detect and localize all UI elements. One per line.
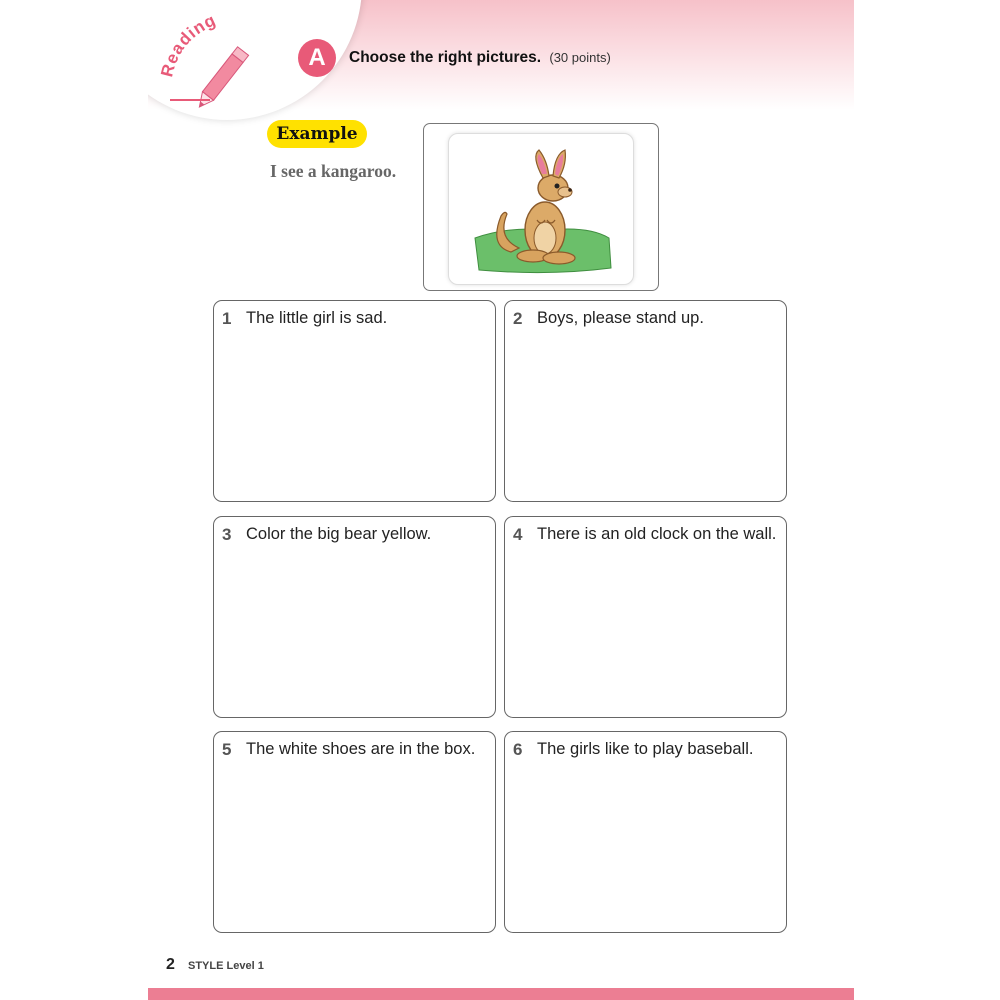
section-letter-badge: A bbox=[298, 39, 336, 77]
answer-box-4[interactable] bbox=[504, 516, 787, 718]
answer-box-2[interactable] bbox=[504, 300, 787, 502]
section-instruction bbox=[349, 49, 611, 67]
example-picture-card bbox=[448, 133, 634, 285]
kangaroo-icon bbox=[449, 134, 633, 284]
question-text: There is an old clock on the wall. bbox=[537, 525, 777, 543]
question-number: 6 bbox=[513, 740, 523, 759]
question-text: The little girl is sad. bbox=[246, 309, 388, 327]
page-number: 2 bbox=[166, 956, 175, 973]
answer-box-1[interactable] bbox=[213, 300, 496, 502]
question-text: Color the big bear yellow. bbox=[246, 525, 432, 543]
page-margin bbox=[0, 0, 148, 1000]
reading-badge-label: Reading bbox=[157, 10, 220, 79]
answer-box-6[interactable] bbox=[504, 731, 787, 933]
example-tag: Example bbox=[267, 120, 367, 148]
instruction-text: Choose the right pictures. bbox=[349, 49, 542, 66]
footer-bar bbox=[148, 988, 854, 1000]
question-number: 4 bbox=[513, 525, 523, 544]
question-number: 2 bbox=[513, 309, 523, 328]
question-text: The girls like to play baseball. bbox=[537, 740, 754, 758]
reading-badge-graphic bbox=[150, 8, 280, 118]
question-text: The white shoes are in the box. bbox=[246, 740, 476, 758]
book-title: STYLE Level 1 bbox=[188, 960, 264, 972]
question-text: Boys, please stand up. bbox=[537, 309, 704, 327]
question-number: 5 bbox=[222, 740, 232, 759]
question-number: 1 bbox=[222, 309, 232, 328]
question-number: 3 bbox=[222, 525, 232, 544]
example-picture-frame bbox=[423, 123, 659, 291]
answer-box-5[interactable] bbox=[213, 731, 496, 933]
answer-box-3[interactable] bbox=[213, 516, 496, 718]
points-label: (30 points) bbox=[549, 50, 611, 65]
example-sentence: I see a kangaroo. bbox=[270, 161, 397, 181]
pencil-icon bbox=[194, 47, 249, 112]
